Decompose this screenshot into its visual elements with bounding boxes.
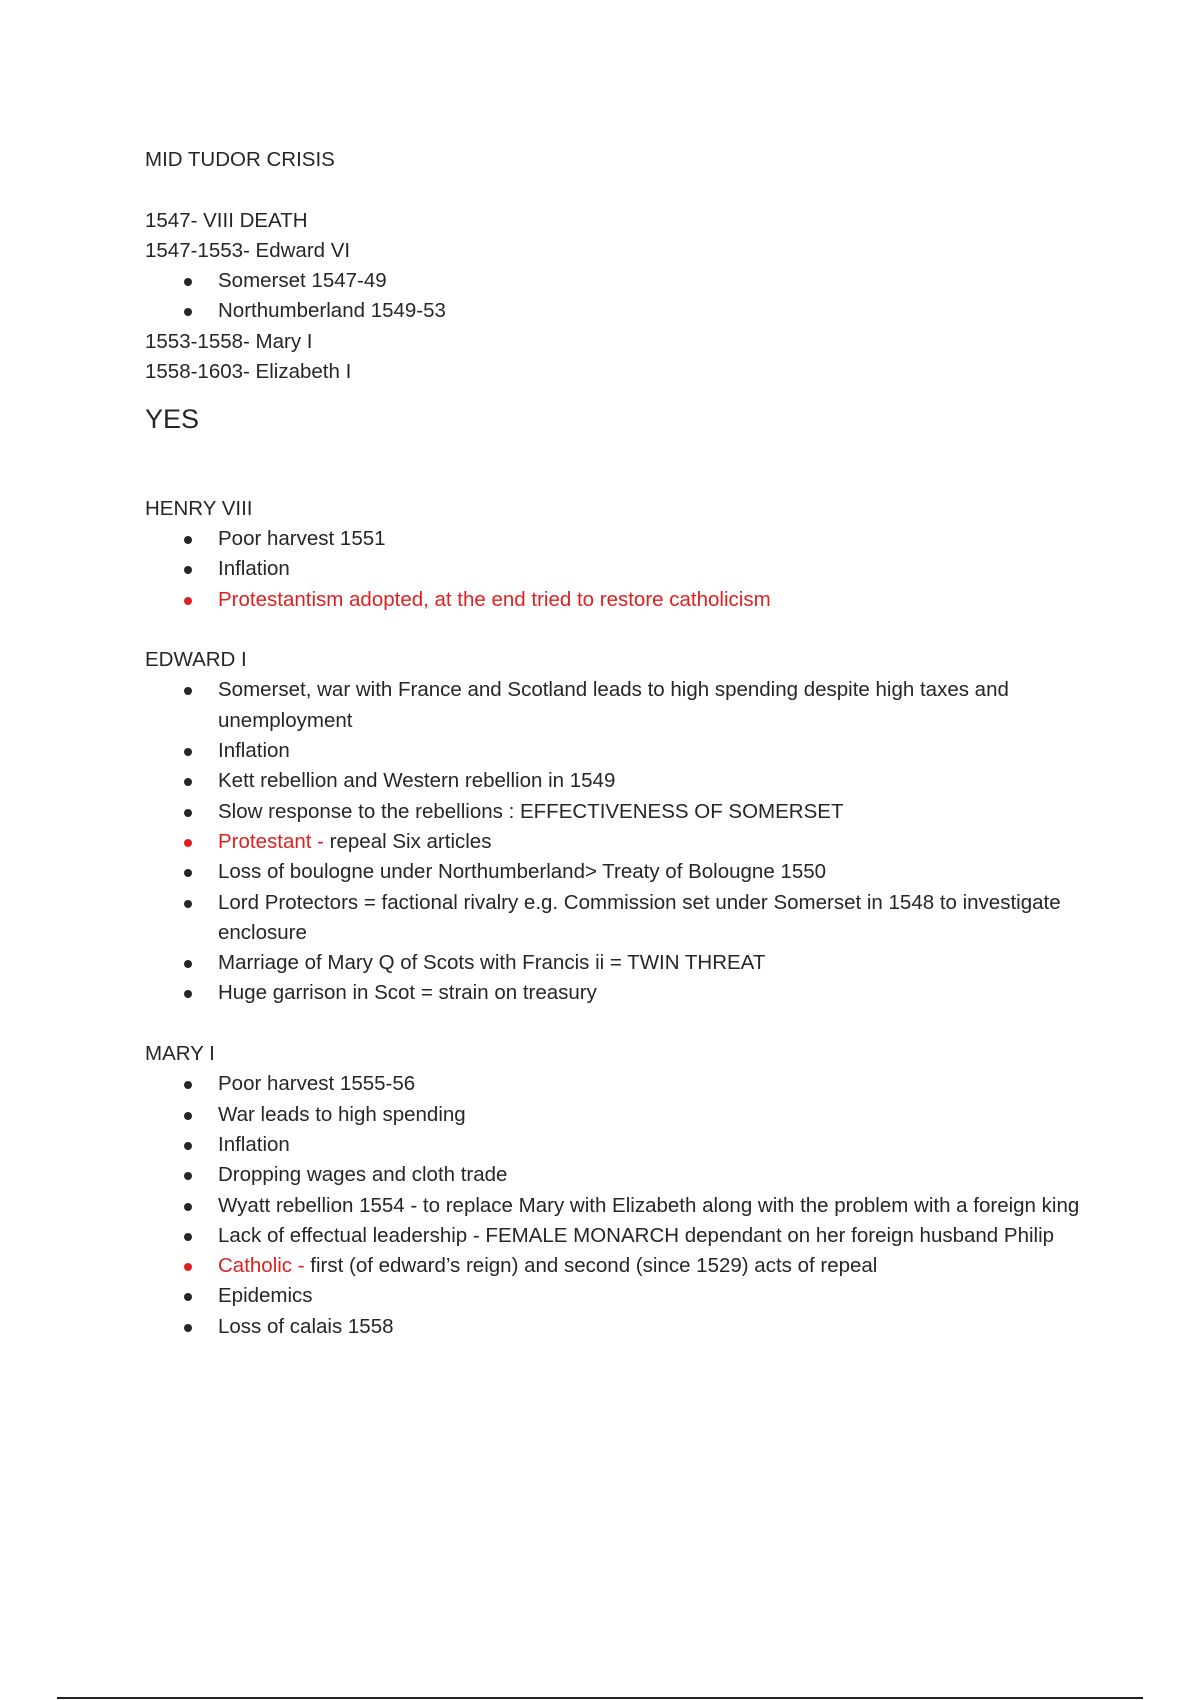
bullet-icon: [184, 308, 192, 316]
bullet-icon: [184, 778, 192, 786]
spacer: [145, 615, 1085, 645]
bullet-icon: [184, 536, 192, 544]
spacer: [145, 465, 1085, 494]
list-item-highlight: Catholic - first (of edward’s reign) and second (since 1529) acts of repeal: [145, 1251, 1085, 1281]
bullet-icon: [184, 1081, 192, 1089]
bullet-icon: [184, 869, 192, 877]
list-item: Poor harvest 1555-56: [145, 1069, 1085, 1099]
mary-list: [145, 1069, 1085, 1342]
bullet-icon: [184, 566, 192, 574]
bullet-icon: [184, 278, 192, 286]
list-item: Marriage of Mary Q of Scots with Francis ii = TWIN THREAT: [145, 948, 1085, 978]
list-item-highlight: Protestant - repeal Six articles: [145, 827, 1085, 857]
yes-heading: YES: [145, 404, 200, 435]
spacer: [145, 175, 1085, 205]
bullet-icon: [184, 1263, 192, 1271]
timeline-line: 1553-1558- Mary I: [145, 329, 313, 353]
list-item: Loss of calais 1558: [145, 1312, 1085, 1342]
spacer: [145, 434, 1085, 464]
bullet-icon: [184, 687, 192, 695]
bullet-icon: [184, 1142, 192, 1150]
timeline-line: 1558-1603- Elizabeth I: [145, 360, 352, 384]
bullet-icon: [184, 1233, 192, 1241]
section-heading-edward: EDWARD I: [145, 648, 247, 672]
bullet-icon: [184, 990, 192, 998]
list-item: Somerset 1547-49: [145, 266, 1085, 296]
page-bottom-rule: [57, 1697, 1143, 1699]
bullet-icon: [184, 597, 192, 605]
document-page: [145, 145, 1085, 1342]
bullet-icon: [184, 1172, 192, 1180]
list-item: Wyatt rebellion 1554 - to replace Mary with Elizabeth along with the problem with a foreign king: [145, 1191, 1085, 1221]
list-item: Inflation: [145, 554, 1085, 584]
list-item: Poor harvest 1551: [145, 524, 1085, 554]
bullet-icon: [184, 960, 192, 968]
bullet-icon: [184, 809, 192, 817]
bullet-icon: [184, 839, 192, 847]
list-item: War leads to high spending: [145, 1100, 1085, 1130]
bullet-icon: [184, 1324, 192, 1332]
list-item: Inflation: [145, 736, 1085, 766]
section-heading-mary: MARY I: [145, 1042, 215, 1066]
spacer: [145, 1009, 1085, 1039]
list-item: Inflation: [145, 1130, 1085, 1160]
bullet-icon: [184, 748, 192, 756]
section-heading-henry: HENRY VIII: [145, 496, 253, 520]
list-item: Dropping wages and cloth trade: [145, 1160, 1085, 1190]
list-item: Somerset, war with France and Scotland leads to high spending despite high taxes and unemployment: [145, 675, 1085, 736]
list-item: Epidemics: [145, 1281, 1085, 1311]
list-item: Lack of effectual leadership - FEMALE MONARCH dependant on her foreign husband Philip: [145, 1221, 1085, 1251]
bullet-icon: [184, 1203, 192, 1211]
henry-list: [145, 524, 1085, 615]
list-item: Slow response to the rebellions : EFFECTIVENESS OF SOMERSET: [145, 797, 1085, 827]
list-item-highlight: Protestantism adopted, at the end tried to restore catholicism: [145, 585, 1085, 615]
list-item: Loss of boulogne under Northumberland> Treaty of Bolougne 1550: [145, 857, 1085, 887]
list-item: Northumberland 1549-53: [145, 296, 1085, 326]
document-title: MID TUDOR CRISIS: [145, 148, 335, 171]
bullet-icon: [184, 900, 192, 908]
list-item: Kett rebellion and Western rebellion in 1549: [145, 766, 1085, 796]
list-item: Lord Protectors = factional rivalry e.g. Commission set under Somerset in 1548 to investigate enclosure: [145, 888, 1085, 949]
edward-list: [145, 675, 1085, 1008]
bullet-icon: [184, 1293, 192, 1301]
timeline-line: 1547- VIII DEATH: [145, 208, 308, 232]
timeline-line: 1547-1553- Edward VI: [145, 238, 351, 262]
bullet-icon: [184, 1112, 192, 1120]
edward-protectors-list: [145, 266, 1085, 327]
list-item: Huge garrison in Scot = strain on treasury: [145, 978, 1085, 1008]
